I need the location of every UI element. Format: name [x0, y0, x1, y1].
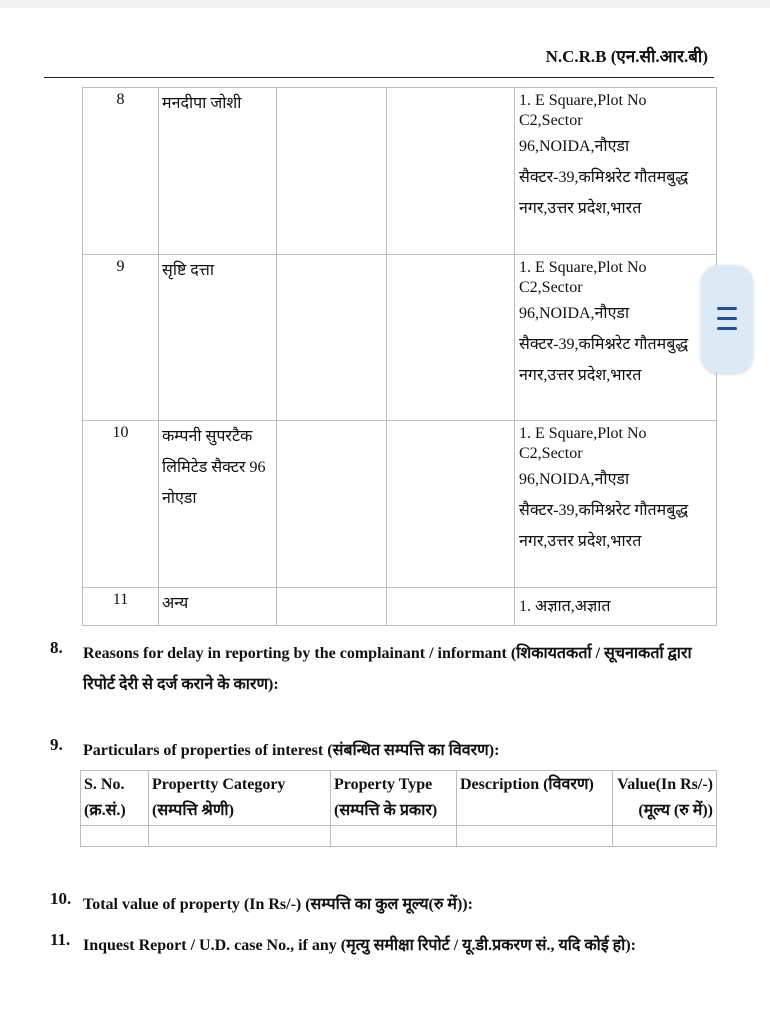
serial-cell: 11: [83, 588, 159, 626]
section-text: Particulars of properties of interest (संबन्धित सम्पत्ति का विवरण):: [83, 742, 500, 759]
empty-cell: [387, 88, 515, 255]
empty-cell: [81, 826, 149, 847]
header-type: Property Type (सम्पत्ति के प्रकार): [331, 771, 457, 826]
floating-menu-button[interactable]: [701, 265, 753, 373]
section-8: [50, 638, 712, 700]
empty-cell: [277, 421, 387, 588]
section-text: Inquest Report / U.D. case No., if any (मृत्यु समीक्षा रिपोर्ट / यू.डी.प्रकरण सं., यदि कोई हो):: [83, 937, 636, 954]
section-text: Reasons for delay in reporting by the complainant / informant (शिकायतकर्ता / सूचनाकर्ता द्वारा रिपोर्ट देरी से दर्ज कराने के कारण):: [83, 645, 692, 693]
table-row: [83, 88, 717, 255]
table-row: [83, 255, 717, 421]
address-cell: [515, 255, 717, 421]
name-cell: कम्पनी सुपरटैक लिमिटेड सैक्टर 96 नोएडा: [159, 421, 277, 588]
property-header-row: [81, 771, 717, 826]
section-10: [50, 889, 712, 920]
name-cell: सृष्टि दत्ता: [159, 255, 277, 421]
empty-cell: [149, 826, 331, 847]
address-cell: [515, 421, 717, 588]
section-number: 10.: [50, 889, 72, 908]
address-hindi: 1. अज्ञात,अज्ञात: [519, 598, 611, 615]
address-english: 1. E Square,Plot No C2,Sector: [519, 425, 647, 462]
section-number: 9.: [50, 735, 63, 754]
address-english: 1. E Square,Plot No C2,Sector: [519, 259, 647, 296]
header-category: Propertty Category (सम्पत्ति श्रेणी): [149, 771, 331, 826]
name-cell: मनदीपा जोशी: [159, 88, 277, 255]
address-cell: [515, 88, 717, 255]
name-cell: अन्य: [159, 588, 277, 626]
table-row: [83, 421, 717, 588]
empty-cell: [277, 88, 387, 255]
header-org: N.C.R.B (एन.सी.आर.बी): [545, 47, 708, 66]
address-hindi: 96,NOIDA,नौएडा सैक्टर-39,कमिश्नरेट गौतमबुद्ध नगर,उत्तर प्रदेश,भारत: [519, 305, 689, 384]
empty-cell: [613, 826, 717, 847]
accused-table: [82, 87, 717, 626]
section-text: Total value of property (In Rs/-) (सम्पत्ति का कुल मूल्य(रु में)):: [83, 896, 473, 913]
empty-cell: [277, 255, 387, 421]
empty-cell: [457, 826, 613, 847]
section-number: 11.: [50, 930, 71, 949]
header-description: Description (विवरण): [457, 771, 613, 826]
address-hindi: 96,NOIDA,नौएडा सैक्टर-39,कमिश्नरेट गौतमबुद्ध नगर,उत्तर प्रदेश,भारत: [519, 138, 689, 217]
serial-cell: 9: [83, 255, 159, 421]
serial-cell: 8: [83, 88, 159, 255]
address-english: 1. E Square,Plot No C2,Sector: [519, 92, 647, 129]
empty-cell: [331, 826, 457, 847]
section-number: 8.: [50, 638, 63, 657]
table-row: [81, 826, 717, 847]
empty-cell: [277, 588, 387, 626]
header-value: Value(In Rs/-) (मूल्य (रु में)): [613, 771, 717, 826]
header-serial: S. No. (क्र.सं.): [81, 771, 149, 826]
header-divider: [44, 77, 714, 78]
top-strip: [0, 0, 770, 8]
section-11: [50, 930, 712, 961]
section-9: [50, 735, 712, 766]
address-hindi: 96,NOIDA,नौएडा सैक्टर-39,कमिश्नरेट गौतमबुद्ध नगर,उत्तर प्रदेश,भारत: [519, 471, 689, 550]
serial-cell: 10: [83, 421, 159, 588]
empty-cell: [387, 588, 515, 626]
empty-cell: [387, 255, 515, 421]
table-row: [83, 588, 717, 626]
address-cell: [515, 588, 717, 626]
empty-cell: [387, 421, 515, 588]
property-table: [80, 770, 717, 847]
